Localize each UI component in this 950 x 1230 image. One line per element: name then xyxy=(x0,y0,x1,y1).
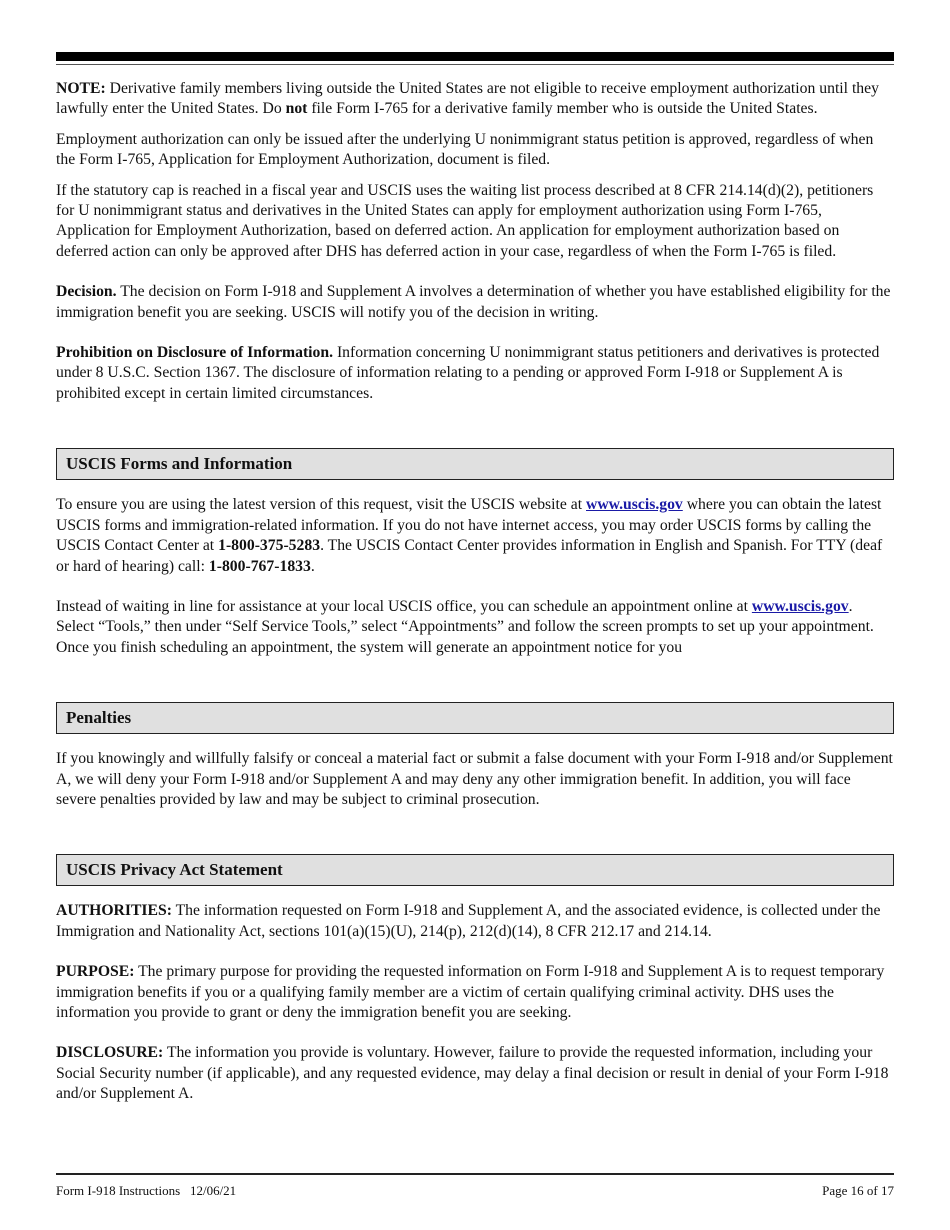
forms-text: . Select “Tools,” then under “Self Service Tools,” select “Appointments” and follow the screen prompts to set up your appointment. Once you finish scheduling an appointment, the system will generate an appointment notice for you xyxy=(56,597,874,656)
prohibition-paragraph xyxy=(56,343,894,404)
purpose-paragraph xyxy=(56,962,894,1023)
uscis-website-link-2[interactable]: www.uscis.gov xyxy=(751,597,849,615)
authorities-paragraph xyxy=(56,901,894,942)
page-footer xyxy=(56,1183,894,1199)
section-header-privacy: USCIS Privacy Act Statement xyxy=(56,854,894,886)
tty-phone: 1-800-767-1833 xyxy=(208,557,311,575)
prohibition-text: Information concerning U nonimmigrant status petitioners and derivatives is protected under 8 U.S.C. Section 1367. The disclosure of information relating to a pending or approved Form I-918 or Supplement A is prohibited except in certain limited circumstances. xyxy=(56,344,880,402)
purpose-label: PURPOSE: xyxy=(56,963,135,981)
authorities-text: The information requested on Form I-918 and Supplement A, and the associated evidence, is collected under the Immigration and Nationality Act, sections 101(a)(15)(U), 214(p), 212(d)(14), 8 CFR 212.17 and 214.14. xyxy=(56,902,881,940)
note-text: Derivative family members living outside the United States are not eligible to receive employment authorization until they lawfully enter the United States. Do xyxy=(56,80,879,118)
disclosure-text: The information you provide is voluntary. However, failure to provide the requested information, including your Social Security number (if applicable), and any requested evidence, may delay a final decision or result in denial of your Form I-918 and/or Supplement A. xyxy=(56,1044,889,1103)
employment-paragraph: Employment authorization can only be issued after the underlying U nonimmigrant status petition is approved, regardless of when the Form I-765, Application for Employment Authorization, document is filed. xyxy=(56,130,874,169)
authorities-label: AUTHORITIES: xyxy=(56,902,172,920)
note-bold: not xyxy=(285,100,308,118)
page-content xyxy=(56,79,894,1105)
decision-paragraph xyxy=(56,282,894,323)
forms-text: Instead of waiting in line for assistance at your local USCIS office, you can schedule an appointment online at xyxy=(56,597,752,615)
footer-form-name: Form I-918 Instructions 12/06/21 xyxy=(56,1183,237,1198)
decision-text: The decision on Form I-918 and Supplement A involves a determination of whether you have established eligibility for the immigration benefit you are seeking. USCIS will notify you of the decision in writing. xyxy=(56,283,891,321)
penalties-paragraph: If you knowingly and willfully falsify or conceal a material fact or submit a false document with your Form I-918 and/or Supplement A, we will deny your Form I-918 and/or Supplement A and may deny any other immigration benefit. In addition, you will face severe penalties provided by law and may be subject to criminal prosecution. xyxy=(56,750,893,808)
forms-text: where you can obtain the latest USCIS forms and immigration-related information. If you do not have internet access, you may order USCIS forms by calling the USCIS Contact Center at xyxy=(56,496,882,555)
forms-text: . xyxy=(310,557,315,575)
forms-paragraph-1 xyxy=(56,495,894,577)
cap-paragraph: If the statutory cap is reached in a fiscal year and USCIS uses the waiting list process described at 8 CFR 214.14(d)(2), petitioners for U nonimmigrant status and derivatives in the United States can apply for employment authorization using Form I-765, Application for Employment Authorization, based on deferred action. An application for employment authorization based on deferred action can only be approved after DHS has deferred action in your case, regardless of when the Form I-765 is filed. xyxy=(56,181,874,260)
forms-text: . The USCIS Contact Center provides information in English and Spanish. For TTY (deaf or hard of hearing) call: xyxy=(56,537,883,575)
section-header-penalties: Penalties xyxy=(56,702,894,734)
note-paragraph xyxy=(56,79,894,120)
top-rule-thin xyxy=(56,64,894,65)
footer-page-number: Page 16 of 17 xyxy=(822,1183,894,1198)
disclosure-paragraph xyxy=(56,1043,894,1104)
prohibition-label: Prohibition on Disclosure of Information. xyxy=(56,344,334,362)
contact-center-phone: 1-800-375-5283 xyxy=(218,537,321,555)
footer-rule xyxy=(56,1173,894,1175)
note-label: NOTE: xyxy=(56,80,106,97)
note-text-end: file Form I-765 for a derivative family member who is outside the United States. xyxy=(307,100,818,118)
decision-label: Decision. xyxy=(56,283,117,301)
uscis-website-link[interactable]: www.uscis.gov xyxy=(586,496,683,514)
top-rule-thick xyxy=(56,52,894,61)
section-header-forms: USCIS Forms and Information xyxy=(56,448,894,480)
purpose-text: The primary purpose for providing the requested information on Form I-918 and Supplement A is to request temporary immigration benefits if you or a qualifying family member are a victim of certain qualifying criminal activity. DHS uses the information you provide to grant or deny the immigration benefit you are seeking. xyxy=(56,963,885,1021)
disclosure-label: DISCLOSURE: xyxy=(56,1044,164,1062)
forms-text: To ensure you are using the latest version of this request, visit the USCIS website at xyxy=(56,496,587,514)
forms-paragraph-2 xyxy=(56,597,894,658)
